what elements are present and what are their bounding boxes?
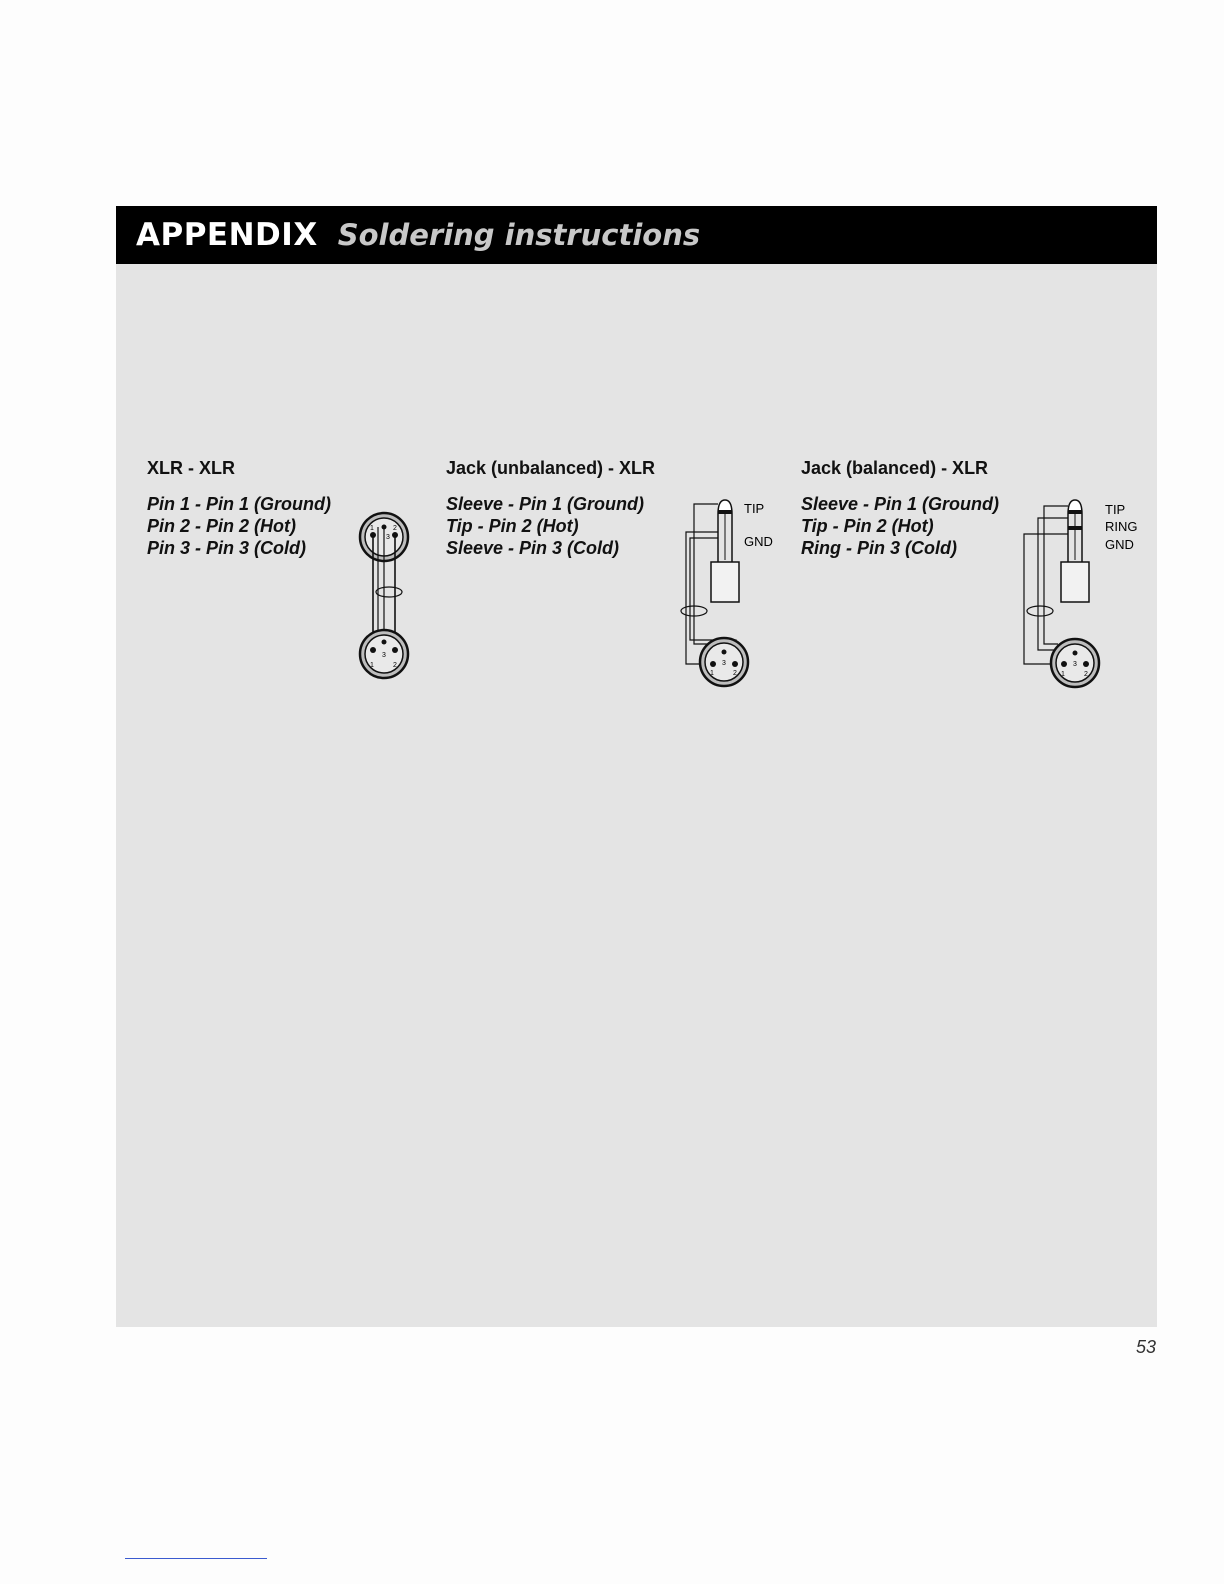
pin-label: 1 bbox=[370, 662, 374, 669]
header-title: APPENDIX bbox=[136, 217, 318, 253]
header-bar bbox=[116, 206, 1157, 264]
content-panel bbox=[116, 264, 1157, 1327]
wiring-line: Pin 2 - Pin 2 (Hot) bbox=[147, 516, 297, 536]
wiring-line: Pin 3 - Pin 3 (Cold) bbox=[147, 538, 307, 558]
jack-label-gnd: GND bbox=[1105, 537, 1134, 552]
pin-label: 2 bbox=[393, 662, 397, 669]
pin-label: 3 bbox=[386, 534, 390, 541]
section-title: XLR - XLR bbox=[147, 458, 235, 478]
pin-label: 2 bbox=[1084, 671, 1088, 678]
pin-label: 2 bbox=[733, 670, 737, 677]
wiring-line: Pin 1 - Pin 1 (Ground) bbox=[147, 494, 331, 514]
wiring-line: Sleeve - Pin 3 (Cold) bbox=[446, 538, 620, 558]
header-subtitle: Soldering instructions bbox=[337, 218, 701, 252]
section-jack-balanced-xlr bbox=[801, 458, 999, 559]
jack-label-ring: RING bbox=[1105, 519, 1138, 534]
wiring-line: Tip - Pin 2 (Hot) bbox=[446, 516, 579, 536]
jack-balanced-xlr-diagram bbox=[1018, 492, 1148, 692]
pin-label: 2 bbox=[393, 525, 397, 532]
xlr-to-xlr-diagram bbox=[352, 505, 418, 685]
jack-label-tip: TIP bbox=[744, 501, 765, 516]
wiring-line: Sleeve - Pin 1 (Ground) bbox=[801, 494, 1000, 514]
wiring-line: Sleeve - Pin 1 (Ground) bbox=[446, 494, 645, 514]
wiring-line: Ring - Pin 3 (Cold) bbox=[801, 538, 957, 558]
pin-label: 3 bbox=[1073, 661, 1077, 668]
section-title: Jack (balanced) - XLR bbox=[801, 458, 989, 478]
pin-label: 3 bbox=[722, 660, 726, 667]
jack-unbalanced-xlr-diagram bbox=[672, 492, 784, 692]
page-number: 53 bbox=[1135, 1337, 1156, 1357]
pin-label: 1 bbox=[1061, 671, 1065, 678]
wiring-line: Tip - Pin 2 (Hot) bbox=[801, 516, 934, 536]
pin-label: 1 bbox=[370, 525, 374, 532]
footer-rule bbox=[125, 1558, 267, 1559]
pin-label: 1 bbox=[710, 670, 714, 677]
section-xlr-xlr bbox=[147, 458, 331, 559]
pin-label: 3 bbox=[382, 652, 386, 659]
jack-label-gnd: GND bbox=[744, 534, 773, 549]
jack-label-tip: TIP bbox=[1105, 502, 1126, 517]
section-title: Jack (unbalanced) - XLR bbox=[446, 458, 656, 478]
section-jack-unbalanced-xlr bbox=[446, 458, 655, 559]
